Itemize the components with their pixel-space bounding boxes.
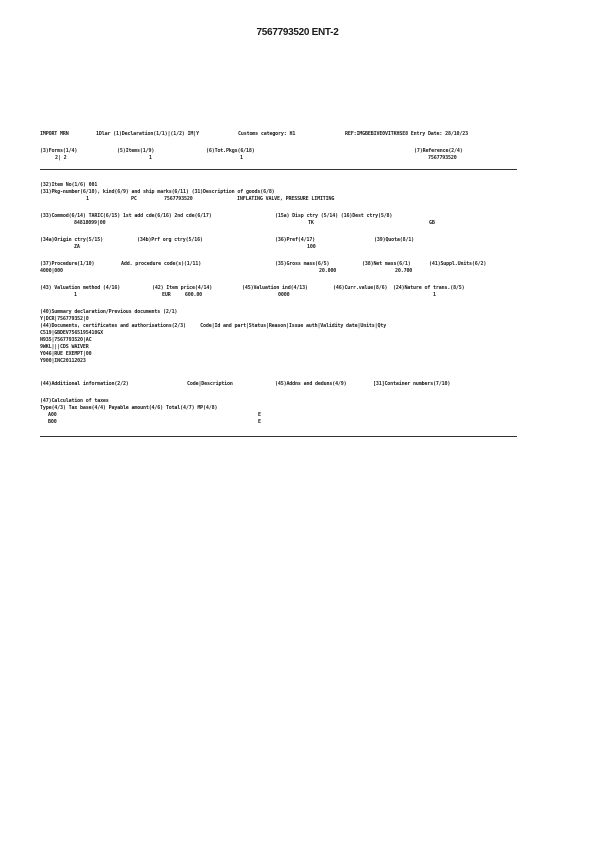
items-value: 1: [149, 155, 152, 161]
net-mass-label: (38)Net mass(6/1): [362, 261, 411, 267]
currency-value-label: (46)Curr.value(8/6): [333, 285, 388, 291]
supplementary-units-label: (41)Suppl.Units(6/2): [429, 261, 487, 267]
reference-label: (7)Reference(2/4): [414, 148, 463, 154]
documents-header: (44)Documents, certificates and authorisations(2/3) Code|Id and part|Status|Reason|Issue auth|Validity date|Units|Qty: [40, 323, 387, 329]
tax-method-of-payment: E: [258, 419, 261, 425]
goods-description: INFLATING VALVE, PRESSURE LIMITING: [237, 196, 335, 202]
divider: [40, 436, 517, 437]
origin-country-value: ZA: [74, 244, 80, 250]
additional-information-label: (44)Additional information(2/2): [40, 381, 129, 387]
tax-calculation-title: (47)Calculation of taxes: [40, 398, 109, 404]
document-line: N935|7567793520|AC: [40, 337, 92, 343]
valuation-indicator-value: 0000: [278, 292, 290, 298]
tax-type: A00: [48, 412, 57, 418]
document-line: 9WKL|||CDS WAIVER: [40, 344, 89, 350]
forms-label: (3)Forms(1/4): [40, 148, 78, 154]
declaration-type: 1Dlar (1)Declaration(1/1)|(1/2) IM|Y: [96, 131, 199, 137]
code-description-label: Code|Description: [187, 381, 233, 387]
import-mrn-label: IMPORT MRN: [40, 131, 69, 137]
reference-value: 7567793520: [428, 155, 457, 161]
nature-of-transaction-value: 1: [433, 292, 436, 298]
customs-category: Customs category: H1: [238, 131, 296, 137]
container-numbers-label: [31]Container numbers(7/10): [373, 381, 451, 387]
commodity-header: (33)Commod(6/14) TARIC(6/15) 1st add cde(6/16) 2nd cde(6/17): [40, 213, 212, 219]
reference-entry-date: REF:IMGBEBIVE0VITKHSE8 Entry Date: 28/10/23: [345, 131, 468, 137]
additional-procedure-label: Add. procedure code(s)(1/11): [121, 261, 202, 267]
country-header: (15a) Disp ctry (5/14) (16)Dest ctry(5/8): [275, 213, 393, 219]
tax-calculation-header: Type(4/3) Tax base(4/4) Payable amount(4/6) Total(4/7) MP(4/8): [40, 405, 218, 411]
tax-method-of-payment: E: [258, 412, 261, 418]
valuation-method-label: (43) Valuation method (4/16): [40, 285, 121, 291]
item-number: (32)Item No(1/6) 001: [40, 182, 98, 188]
item-price-label: (42) Item price(4/14): [152, 285, 213, 291]
additions-deductions-label: (45)Addns and deduns(4/9): [275, 381, 347, 387]
items-label: (5)Items(1/9): [117, 148, 155, 154]
document-line: C519|GBDEV7565195410GX: [40, 330, 103, 336]
dispatch-country: TK: [308, 220, 314, 226]
gross-mass-label: (35)Gross mass(6/5): [275, 261, 330, 267]
procedure-code: 4000|000: [40, 268, 63, 274]
preference-value: 100: [307, 244, 316, 250]
commodity-code: 84818099|00: [74, 220, 106, 226]
tax-type: B00: [48, 419, 57, 425]
valuation-method-value: 1: [74, 292, 77, 298]
destination-country: GB: [429, 220, 435, 226]
valuation-indicator-label: (45)Valuation ind(4/13): [242, 285, 308, 291]
package-kind: PC: [131, 196, 137, 202]
procedure-label: (37)Procedure(1/10): [40, 261, 95, 267]
summary-declaration-label: (40)Summary declaration/Previous documents (2/1): [40, 309, 178, 315]
page-title: 7567793520 ENT-2: [256, 27, 339, 38]
divider: [40, 169, 517, 170]
net-mass-value: 20.700: [395, 268, 413, 274]
item-price-value: EUR 600.00: [162, 292, 203, 298]
packages-label: (6)Tot.Pkgs(6/18): [206, 148, 255, 154]
shipping-marks: 7567793520: [164, 196, 193, 202]
preference-label: (36)Pref(4/17): [275, 237, 316, 243]
summary-declaration-value: Y|DCR|756779352|0: [40, 316, 89, 322]
gross-mass-value: 20.000: [319, 268, 337, 274]
preference-origin-label: (34b)Prf org ctry(5/16): [137, 237, 203, 243]
nature-of-transaction-label: (24)Nature of trans.(8/5): [393, 285, 465, 291]
package-marks-header: (31)Pkg-number(6/10), kind(6/9) and ship marks(6/11) (31)Description of goods(6/8): [40, 189, 275, 195]
document-line: Y900|INC20112023: [40, 358, 86, 364]
quota-label: (39)Quota(8/1): [374, 237, 415, 243]
package-count: 1: [86, 196, 89, 202]
packages-value: 1: [240, 155, 243, 161]
document-line: Y046|RUE EXEMPT|00: [40, 351, 92, 357]
forms-value: 2| 2: [55, 155, 67, 161]
origin-country-label: (34a)Origin ctry(5/15): [40, 237, 103, 243]
